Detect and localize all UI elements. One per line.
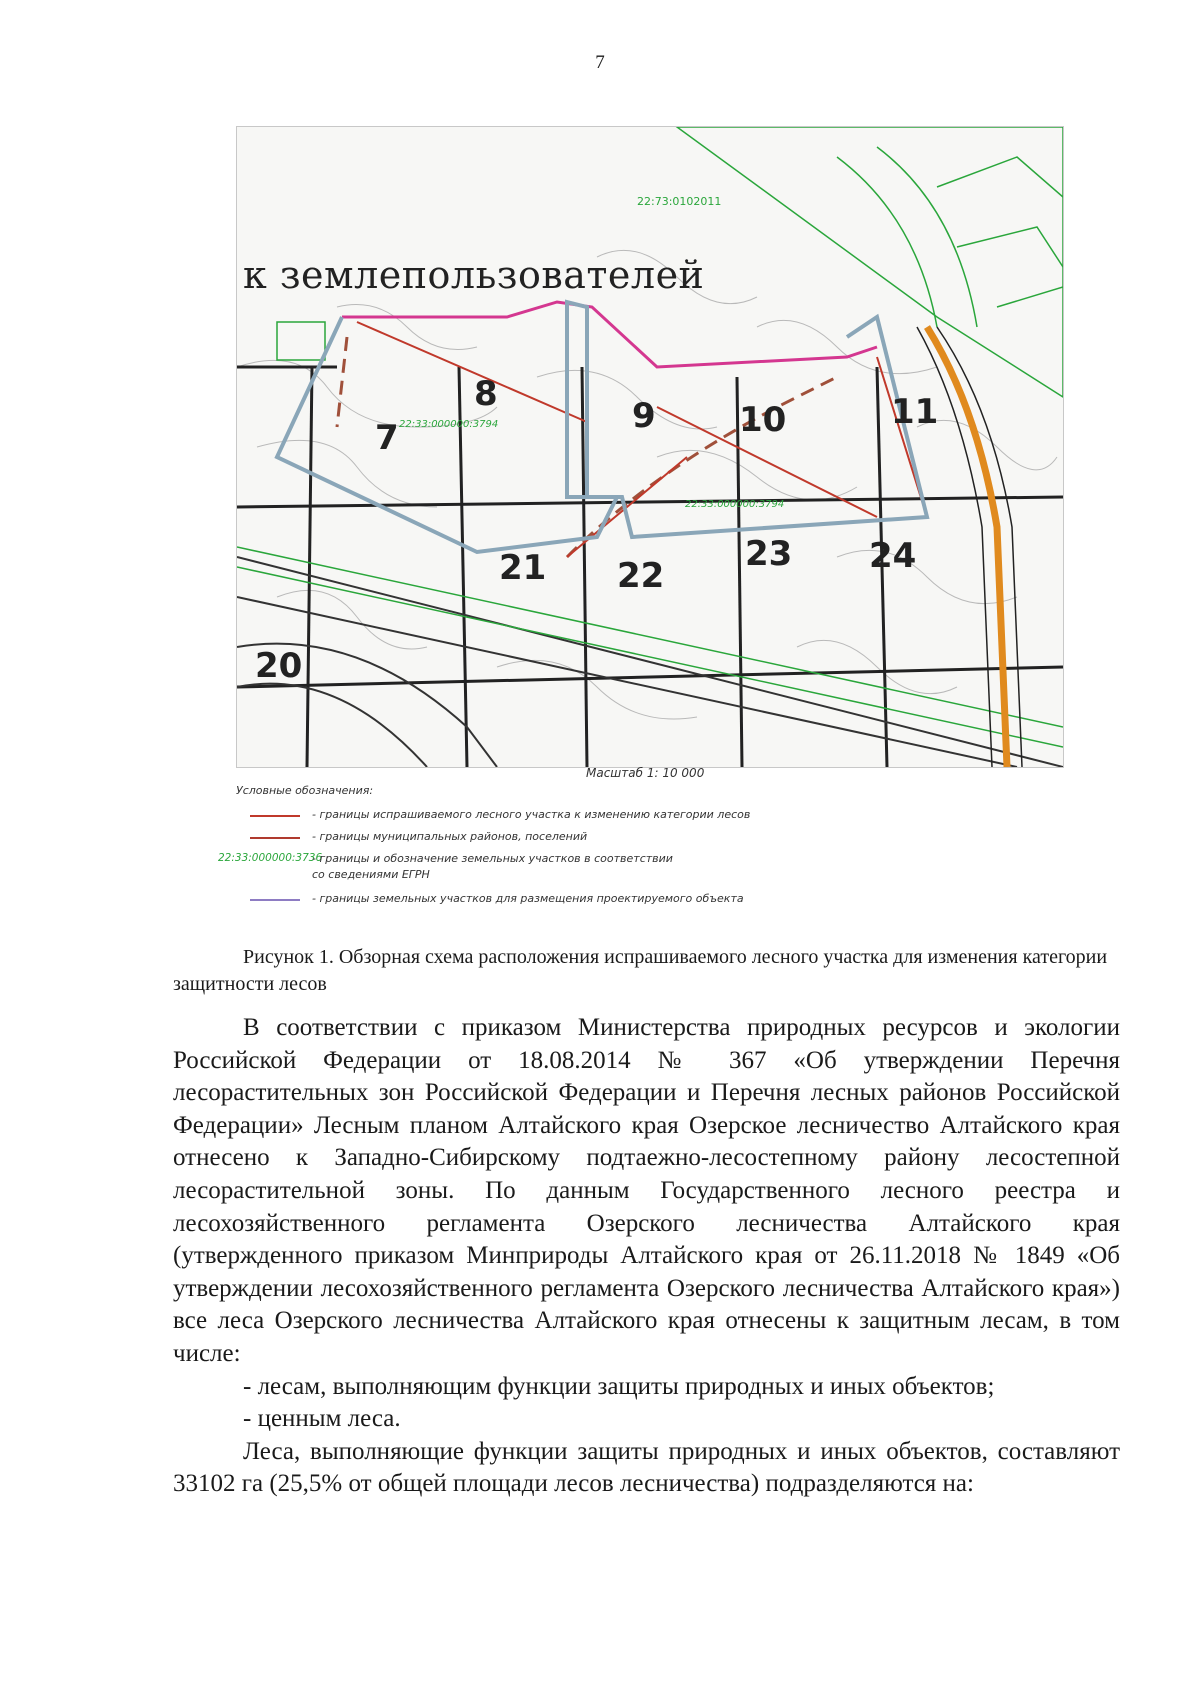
quarter-24: 24 [869,536,917,576]
cadastral-top: 22:73:0102011 [637,195,722,208]
paragraph-1: В соответствии с приказом Министерства природных ресурсов и экологии Российской Федерации от 18.08.2014 № 367 «Об утверждении Перечня лесорастительных зон Российской Федерации и Перечня лесных районов Российской Федерации» Лесным планом Алтайского края Озерское лесничество Алтайского края отнесено к Западно-Сибирскому подтаежно-лесостепному району лесостепной лесорастительной зоны. По данным Государственного лесного реестра и лесохозяйственного регламента Озерского лесничества Алтайского края (утвержденного приказом Минприроды Алтайского края от 26.11.2018 № 1849 «Об утверждении лесохозяйственного регламента Озерского лесничества Алтайского края») все леса Озерского лесничества Алтайского края отнесены к защитным лесам, в том числе: [173,1014,1120,1367]
quarter-7: 7 [375,418,399,458]
cadastral-right: 22:33:000000:3794 [685,499,785,510]
body-text [173,1012,1120,1501]
quarter-11: 11 [891,392,939,432]
legend-title: Условные обозначения: [236,784,374,797]
legend-item-requested-plot: - границы испрашиваемого лесного участка к изменению категории лесов [236,808,796,824]
egrn-parcels [237,127,1063,747]
quarter-21: 21 [499,548,547,588]
quarter-23: 23 [745,534,793,574]
map-scale: Масштаб 1: 10 000 [586,766,705,780]
map-title-fragment: к землепользователей [243,253,705,297]
bullet-2: - ценным леса. [243,1405,401,1433]
quarter-9: 9 [632,396,656,436]
forest-map [236,126,1064,768]
cadastral-left: 22:33:000000:3794 [399,419,499,430]
legend-item-municipal: - границы муниципальных районов, поселений [236,830,796,846]
project-boundary [342,302,877,367]
quarter-10: 10 [739,400,787,440]
bullet-1: - лесам, выполняющим функции защиты природных и иных объектов; [243,1372,995,1400]
figure-caption: Рисунок 1. Обзорная схема расположения испрашиваемого лесного участка для изменения категории защитности лесов [173,946,1108,995]
quarter-20: 20 [255,646,303,686]
quarter-8: 8 [474,374,498,414]
paragraph-2: Леса, выполняющие функции защиты природных и иных объектов, составляют 33102 га (25,5% от общей площади лесов лесничества) подразделяются на: [173,1437,1120,1498]
stand-contours [237,250,1057,719]
legend-item-egrn: 22:33:000000:3736 - границы и обозначение земельных участков в соответствии со сведениями ЕГРН [218,852,673,881]
quarter-22: 22 [617,556,665,596]
legend-item-project: - границы земельных участков для размещения проектируемого объекта [236,892,796,908]
page-number: 7 [595,52,605,73]
